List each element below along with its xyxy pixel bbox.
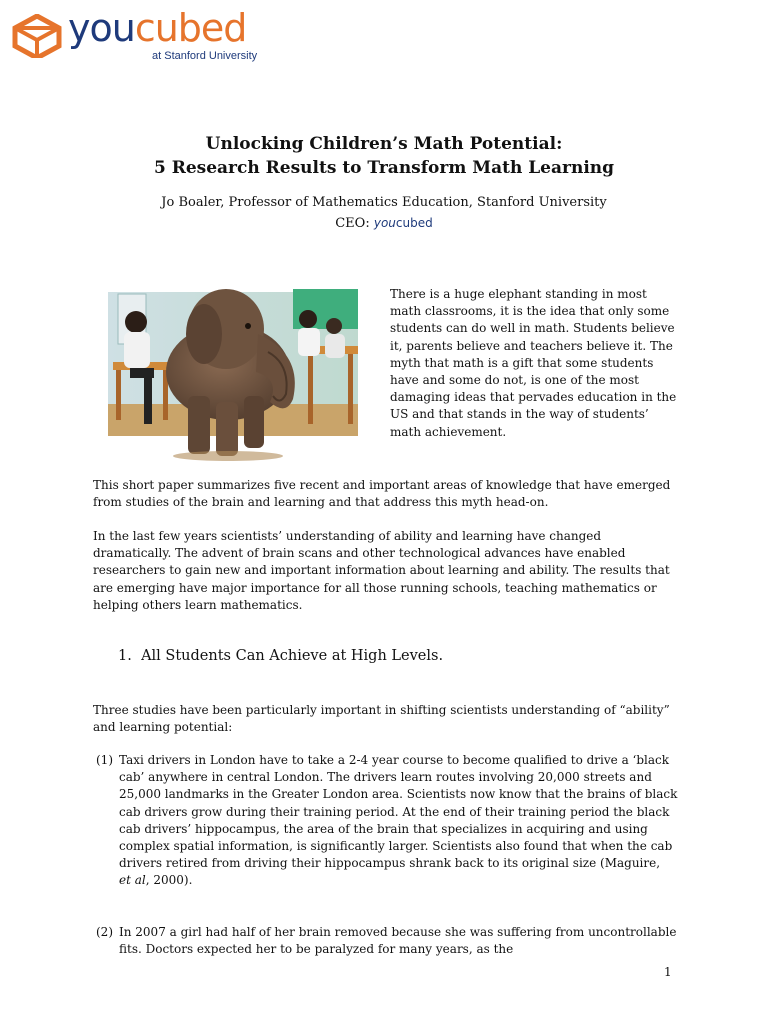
classroom-elephant-image — [108, 284, 362, 462]
intro-paragraph: There is a huge elephant standing in most math classrooms, it is the idea that only some students can do well in math. Students believe it, parents believe and teachers believe it. The myth that math is a gift that some students have and some do not, is one of the most damaging ideas that pervades education in the US and that stands in the way of students’ math achievement. — [390, 287, 677, 439]
ceo-line — [0, 216, 768, 231]
author-line: Jo Boaler, Professor of Mathematics Education, Stanford University — [161, 195, 607, 210]
list-item-number: (1) — [96, 753, 113, 767]
section-heading — [118, 648, 443, 664]
page-number: 1 — [664, 965, 672, 979]
youcubed-logo — [12, 6, 262, 64]
ceo-label: CEO: — [335, 216, 370, 231]
document-title-line2: 5 Research Results to Transform Math Learning — [153, 158, 615, 178]
logo-subtitle: at Stanford University — [152, 50, 258, 62]
document-title-line1: Unlocking Children’s Math Potential: — [205, 134, 563, 154]
ceo-brand-you: you — [373, 216, 396, 230]
logo-word-you: you — [68, 6, 135, 50]
ceo-brand-cubed: cubed — [395, 216, 433, 230]
cube-logo-icon — [12, 14, 62, 58]
citation-year: , 2000). — [145, 873, 193, 888]
citation-et-al: et al — [119, 873, 146, 888]
section-intro-paragraph: Three studies have been particularly important in shifting scientists understanding of “ability” and learning potential: — [93, 703, 670, 735]
list-item-text: In 2007 a girl had half of her brain removed because she was suffering from uncontrollable fits. Doctors expected her to be paralyzed for many years, as the — [119, 925, 677, 957]
list-item-text — [119, 752, 679, 890]
list-item-body: Taxi drivers in London have to take a 2-4 year course to become qualified to drive a ‘black cab’ anywhere in central London. The drivers learn routes involving 20,000 streets and 25,000 landmarks in the Greater London area. Scientists now know that the brains of black cab drivers grow during their training period. At the end of their training period the black cab drivers’ hippocampus, the area of the brain that specializes in acquiring and using complex spatial information, is significantly larger. Scientists also found that when the cab drivers retired from driving their hippocampus shrank back to its original size (Maguire, — [119, 753, 678, 871]
section-number: 1. — [118, 648, 132, 664]
logo-word-cubed: cubed — [134, 6, 247, 50]
context-paragraph: In the last few years scientists’ understanding of ability and learning have changed dramatically. The advent of brain scans and other technological advances have enabled researchers to gain new and important information about learning and ability. The results that are emerging have major importance for all those running schools, teaching mathematics or helping others learn mathematics. — [93, 529, 670, 612]
logo-wordmark — [68, 6, 246, 50]
list-item-number: (2) — [96, 925, 113, 939]
summary-paragraph: This short paper summarizes five recent and important areas of knowledge that have emerged from studies of the brain and learning and that address this myth head-on. — [93, 478, 671, 510]
section-heading-text: All Students Can Achieve at High Levels. — [141, 648, 444, 664]
